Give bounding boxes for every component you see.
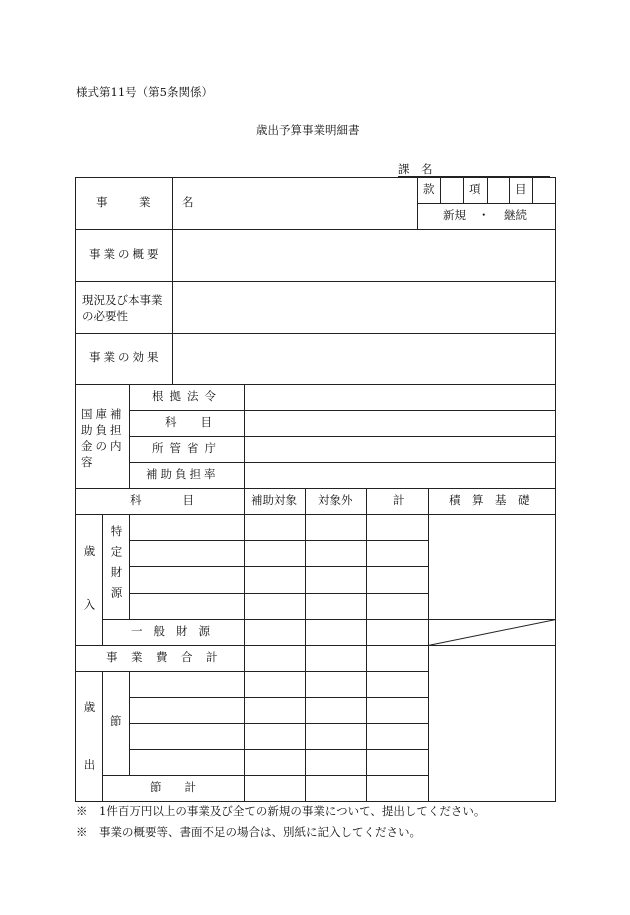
separator-dot: ・ bbox=[478, 208, 490, 222]
subsidy-item-rate: 補助負担率 bbox=[146, 467, 219, 481]
kou-label: 項 bbox=[469, 182, 481, 196]
form-number: 様式第11号（第5条関係） bbox=[76, 85, 213, 99]
note-1: ※ 1件百万円以上の事業及び全ての新規の事業について、提出してください。 bbox=[76, 804, 486, 818]
document-title: 歳出予算事業明細書 bbox=[256, 123, 360, 137]
effect-label: 事業の効果 bbox=[89, 350, 162, 364]
kan-label: 款 bbox=[423, 182, 435, 196]
diagonal-line bbox=[428, 619, 556, 646]
header-basis: 積 算 基 礎 bbox=[449, 493, 530, 507]
specific-sources-label: 特定財源 bbox=[109, 525, 124, 607]
header-subject: 科 目 bbox=[130, 493, 200, 507]
section-total-label: 節 計 bbox=[150, 780, 196, 794]
department-label: 課 名 bbox=[398, 162, 433, 176]
section-label: 節 bbox=[110, 714, 122, 728]
moku-label: 目 bbox=[515, 182, 527, 196]
header-non-target: 対象外 bbox=[318, 493, 353, 507]
expenditure-label: 歳出 bbox=[82, 701, 97, 816]
header-total: 計 bbox=[393, 493, 405, 507]
general-sources-label: 一般財源 bbox=[131, 624, 221, 638]
subsidy-item-ministry: 所管省庁 bbox=[152, 441, 222, 455]
project-cost-total-label: 事 業 費 合 計 bbox=[106, 650, 219, 664]
subsidy-item-legal-basis: 根拠法令 bbox=[152, 389, 222, 403]
overview-label: 事業の概要 bbox=[89, 247, 162, 261]
subsidy-item-subject: 科目 bbox=[165, 415, 236, 429]
new-option: 新規 bbox=[443, 208, 466, 222]
continue-option: 継続 bbox=[504, 208, 527, 222]
necessity-label: 現況及び本事業の必要性 bbox=[82, 293, 163, 323]
note-2: ※ 事業の概要等、書面不足の場合は、別紙に記入してください。 bbox=[76, 825, 421, 839]
subsidy-label: 国庫補助負担金の内容 bbox=[81, 407, 125, 469]
header-subsidy-target: 補助対象 bbox=[251, 493, 297, 507]
project-name-label: 事 業 名 bbox=[96, 195, 204, 209]
revenue-label: 歳入 bbox=[82, 545, 97, 652]
